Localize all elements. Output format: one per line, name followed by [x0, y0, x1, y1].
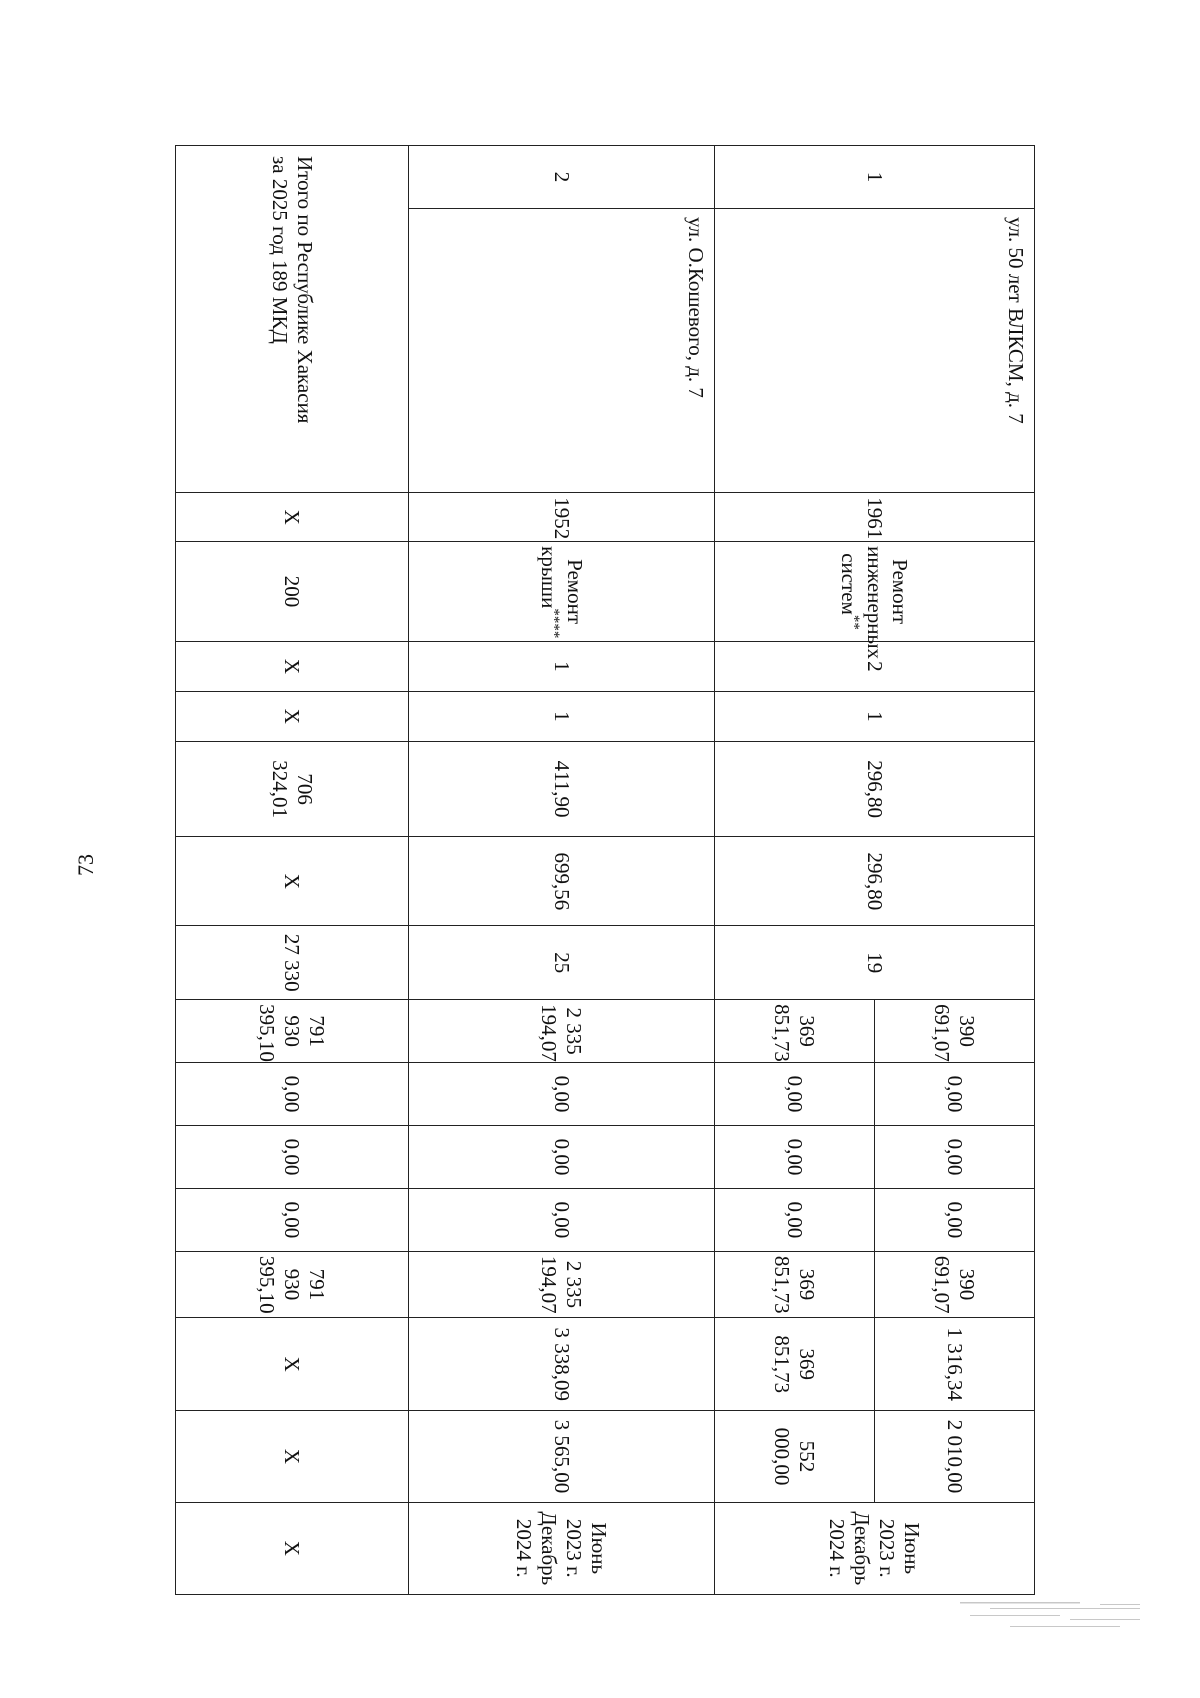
total-label-line1: Итого по Республике Хакасия: [293, 156, 318, 424]
period-start: Июнь 2023 г.: [562, 1518, 612, 1578]
limit-cell: Х: [176, 1411, 409, 1502]
cost-total-cell: 390 691,07: [874, 1000, 1034, 1063]
row-number: 2: [408, 146, 714, 209]
work-type-cell: 200: [176, 542, 409, 642]
zero-cell: 0,00: [176, 1063, 409, 1126]
zero-cell: 0,00: [408, 1188, 714, 1251]
zero-cell: 0,00: [714, 1063, 874, 1126]
year-cell: 1961: [714, 493, 1034, 542]
table-row: [408, 146, 714, 1595]
period-cell: Х: [176, 1502, 409, 1594]
zero-cell: 0,00: [408, 1125, 714, 1188]
value-cell: 1: [408, 641, 714, 691]
count-cell: 25: [408, 926, 714, 1000]
work-type-cell: [714, 542, 1034, 660]
row-number: 1: [714, 146, 1034, 209]
unit-cost-cell: 369 851,73: [714, 1318, 874, 1411]
area-cell: Х: [176, 837, 409, 926]
zero-cell: 0,00: [408, 1063, 714, 1126]
table-container: [175, 145, 1035, 1595]
zero-cell: 0,00: [176, 1188, 409, 1251]
total-label: [176, 146, 409, 493]
footnote-mark: **: [846, 614, 863, 630]
value-cell: 1: [714, 691, 1034, 741]
year-cell: 1952: [408, 493, 714, 542]
total-label-line2: за 2025 год 189 МКД: [268, 156, 292, 344]
scan-artifact: [950, 1598, 1160, 1638]
cost-total-cell: 791 930 395,10: [176, 1000, 409, 1063]
count-cell: 19: [714, 926, 1034, 1000]
zero-cell: 0,00: [874, 1125, 1034, 1188]
total-row: [176, 146, 409, 1595]
area-cell: 296,80: [714, 837, 1034, 926]
table-row: [874, 146, 1034, 1595]
area-cell: 411,90: [408, 741, 714, 837]
zero-cell: 0,00: [176, 1125, 409, 1188]
zero-cell: 0,00: [714, 1125, 874, 1188]
cost-sum-cell: 369 851,73: [714, 1251, 874, 1317]
value-cell: Х: [176, 691, 409, 741]
period-cell: [714, 1502, 1034, 1594]
work-type-label: Ремонт инженерных систем: [837, 546, 913, 660]
work-type-cell: [408, 542, 714, 642]
period-start: Июнь 2023 г.: [875, 1518, 925, 1578]
zero-cell: 0,00: [874, 1188, 1034, 1251]
page-number: 73: [73, 854, 98, 876]
cost-sum-cell: 791 930 395,10: [176, 1251, 409, 1317]
address-cell: ул. 50 лет ВЛКСМ, д. 7: [714, 208, 1034, 492]
unit-cost-cell: 3 338,09: [408, 1318, 714, 1411]
area-cell: 699,56: [408, 837, 714, 926]
unit-cost-cell: 1 316,34: [874, 1318, 1034, 1411]
limit-cell: 552 000,00: [714, 1411, 874, 1502]
address-cell: ул. О.Кошевого, д. 7: [408, 208, 714, 492]
count-cell: 27 330: [176, 926, 409, 1000]
zero-cell: 0,00: [714, 1188, 874, 1251]
period-end: Декабрь 2024 г.: [512, 1511, 562, 1586]
value-cell: 1: [408, 691, 714, 741]
year-cell: Х: [176, 493, 409, 542]
area-cell: 296,80: [714, 741, 1034, 837]
cost-sum-cell: 390 691,07: [874, 1251, 1034, 1317]
work-type-label: Ремонт крыши: [536, 546, 587, 625]
cost-sum-cell: 2 335 194,07: [408, 1251, 714, 1317]
period-cell: [408, 1502, 714, 1594]
value-cell: Х: [176, 641, 409, 691]
capital-repair-table: [175, 145, 1035, 1595]
footnote-mark: ****: [545, 608, 562, 639]
area-cell: 706 324,01: [176, 741, 409, 837]
limit-cell: 2 010,00: [874, 1411, 1034, 1502]
unit-cost-cell: Х: [176, 1318, 409, 1411]
limit-cell: 3 565,00: [408, 1411, 714, 1502]
zero-cell: 0,00: [874, 1063, 1034, 1126]
period-end: Декабрь 2024 г.: [825, 1511, 875, 1586]
cost-total-cell: 369 851,73: [714, 1000, 874, 1063]
value-cell: 2: [714, 641, 1034, 691]
cost-total-cell: 2 335 194,07: [408, 1000, 714, 1063]
